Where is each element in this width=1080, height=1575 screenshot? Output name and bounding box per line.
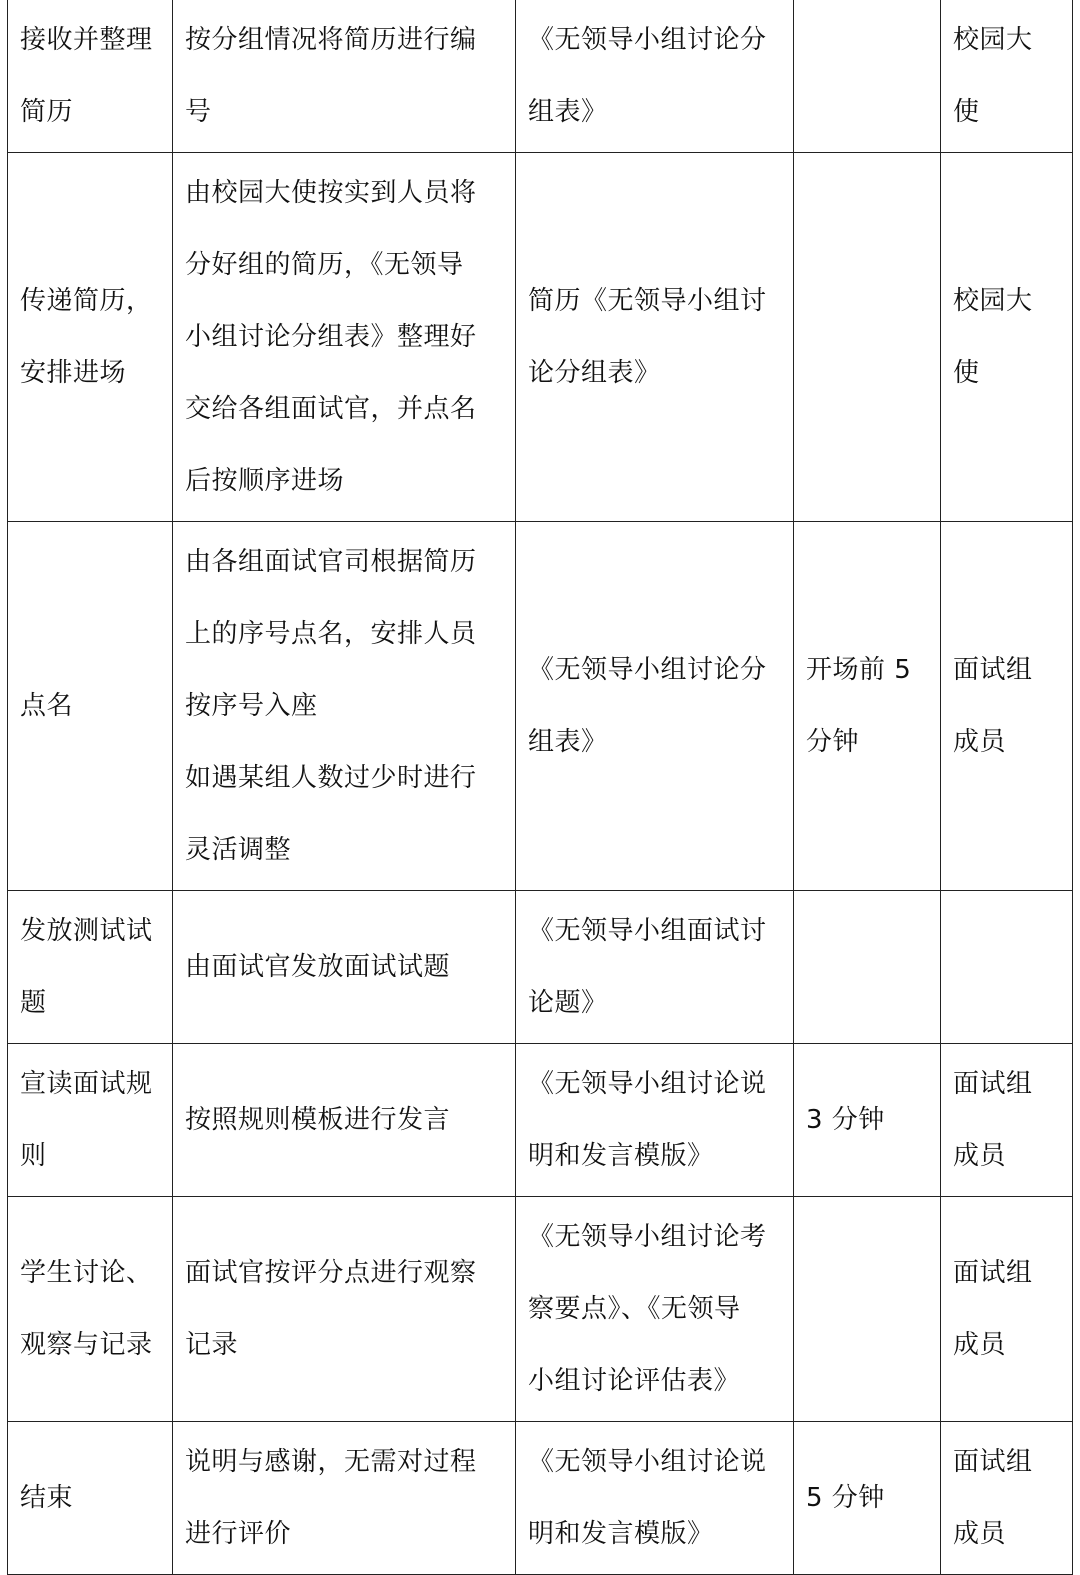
text-line: 由各组面试官司根据简历 [185,547,477,577]
text-line: 面试组 [953,1447,1033,1477]
step-cell [8,891,173,1044]
table-row [8,153,1073,522]
text-line: 交给各组面试官，并点名 [185,394,477,424]
text-line: 后按顺序进场 [185,466,345,496]
content-cell [173,0,516,153]
content-cell [173,1197,516,1422]
text-line: 组表》 [528,727,608,757]
text-line: 察要点》、《无领导 [528,1294,741,1324]
text-line: 论题》 [528,988,608,1018]
time-cell [794,1422,941,1575]
text-line: 观察与记录 [20,1330,153,1360]
step-cell [8,522,173,891]
text-line: 题 [20,988,47,1018]
time-cell [794,891,941,1044]
text-line: 灵活调整 [185,835,292,865]
text-line: 5 分钟 [806,1483,885,1513]
text-line: 小组讨论评估表》 [528,1366,741,1396]
text-line: 传递简历， [20,286,153,316]
material-cell [516,1422,794,1575]
time-cell [794,0,941,153]
step-cell [8,1197,173,1422]
text-line: 组表》 [528,97,608,127]
content-cell [173,153,516,522]
text-line: 校园大 [953,286,1033,316]
text-line: 面试组 [953,655,1033,685]
text-line: 由面试官发放面试试题 [185,952,451,982]
person-cell [941,1197,1073,1422]
material-cell [516,153,794,522]
material-cell [516,522,794,891]
person-cell [941,522,1073,891]
process-table [7,0,1073,1575]
text-line: 面试组 [953,1258,1033,1288]
text-line: 使 [953,358,980,388]
table-row [8,0,1073,153]
person-cell [941,1044,1073,1197]
text-line: 分钟 [806,727,860,757]
text-line: 成员 [953,727,1007,757]
text-line: 《无领导小组面试讨 [528,916,767,946]
material-cell [516,891,794,1044]
text-line: 点名 [20,691,74,721]
content-cell [173,1422,516,1575]
text-line: 按分组情况将简历进行编 [185,25,477,55]
text-line: 成员 [953,1141,1007,1171]
text-line: 明和发言模版》 [528,1519,714,1549]
content-cell [173,522,516,891]
material-cell [516,1197,794,1422]
table-row [8,1044,1073,1197]
text-line: 面试组 [953,1069,1033,1099]
content-cell [173,891,516,1044]
text-line: 结束 [20,1483,74,1513]
text-line: 《无领导小组讨论分 [528,25,767,55]
text-line: 学生讨论、 [20,1258,153,1288]
person-cell [941,1422,1073,1575]
text-line: 《无领导小组讨论说 [528,1447,767,1477]
material-cell [516,0,794,153]
time-cell [794,522,941,891]
text-line: 按序号入座 [185,691,318,721]
time-cell [794,1044,941,1197]
table-row [8,891,1073,1044]
text-line: 上的序号点名，安排人员 [185,619,477,649]
step-cell [8,1044,173,1197]
text-line: 《无领导小组讨论说 [528,1069,767,1099]
text-line: 小组讨论分组表》整理好 [185,322,477,352]
person-cell [941,153,1073,522]
text-line: 号 [185,97,212,127]
text-line: 3 分钟 [806,1105,885,1135]
text-line: 则 [20,1141,47,1171]
text-line: 简历《无领导小组讨 [528,286,767,316]
text-line: 成员 [953,1330,1007,1360]
text-line: 校园大 [953,25,1033,55]
table-row [8,1197,1073,1422]
text-line: 如遇某组人数过少时进行 [185,763,477,793]
text-line: 面试官按评分点进行观察 [185,1258,477,1288]
text-line: 由校园大使按实到人员将 [185,178,477,208]
content-cell [173,1044,516,1197]
text-line: 使 [953,97,980,127]
table-row [8,1422,1073,1575]
step-cell [8,0,173,153]
step-cell [8,1422,173,1575]
text-line: 简历 [20,97,74,127]
text-line: 发放测试试 [20,916,153,946]
process-table-body [8,0,1073,1575]
time-cell [794,153,941,522]
text-line: 宣读面试规 [20,1069,153,1099]
text-line: 进行评价 [185,1519,292,1549]
person-cell [941,0,1073,153]
time-cell [794,1197,941,1422]
text-line: 记录 [185,1330,239,1360]
person-cell [941,891,1073,1044]
text-line: 论分组表》 [528,358,661,388]
material-cell [516,1044,794,1197]
table-row [8,522,1073,891]
text-line: 按照规则模板进行发言 [185,1105,451,1135]
text-line: 说明与感谢，无需对过程 [185,1447,477,1477]
text-line: 接收并整理 [20,25,153,55]
text-line: 成员 [953,1519,1007,1549]
text-line: 《无领导小组讨论考 [528,1222,767,1252]
text-line: 明和发言模版》 [528,1141,714,1171]
text-line: 《无领导小组讨论分 [528,655,767,685]
text-line: 开场前 5 [806,655,912,685]
text-line: 安排进场 [20,358,127,388]
step-cell [8,153,173,522]
text-line: 分好组的简历，《无领导 [185,250,464,280]
